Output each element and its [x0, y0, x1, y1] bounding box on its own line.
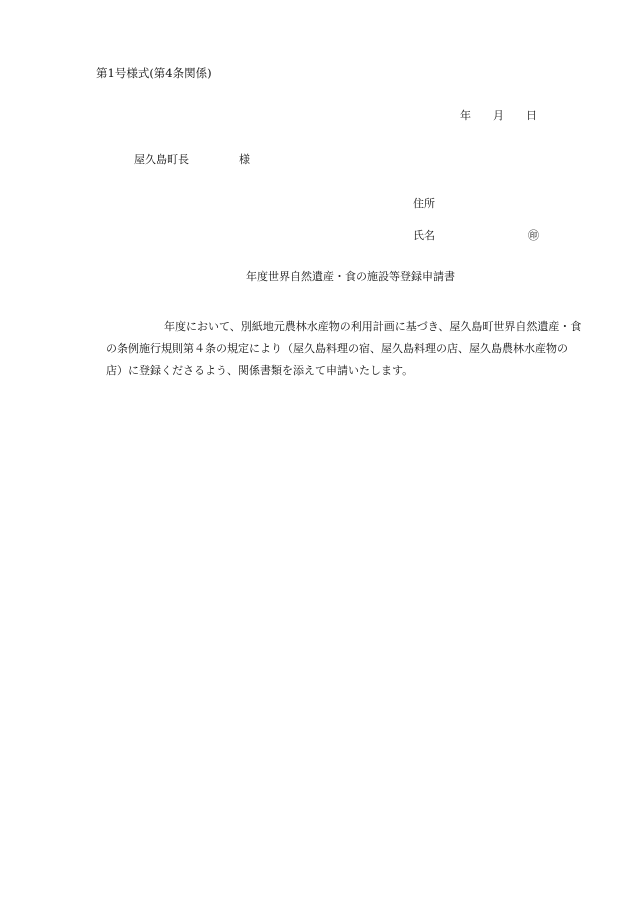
date-year-label: 年 — [460, 109, 471, 122]
application-body-text: 年度において、別紙地元農林水産物の利用計画に基づき、屋久島町世界自然遺産・食の条例施行規則第４条の規定により（屋久島料理の宿、屋久島料理の店、屋久島農林水産物の店）に登録くださるよう、関係書類を添えて申請いたします。 — [106, 320, 582, 377]
date-line — [460, 109, 537, 123]
date-month-label: 月 — [493, 109, 504, 122]
document-title: 年度世界自然遺産・食の施設等登録申請書 — [246, 270, 455, 283]
recipient-name: 屋久島町長 — [134, 153, 189, 166]
form-number: 第1号様式(第4条関係) — [96, 66, 212, 80]
name-label: 氏名 — [413, 229, 435, 242]
date-day-label: 日 — [526, 109, 537, 122]
seal-mark: ㊞ — [528, 229, 539, 242]
recipient-line — [134, 153, 250, 167]
address-label: 住所 — [413, 197, 435, 210]
recipient-honorific: 様 — [239, 153, 250, 166]
